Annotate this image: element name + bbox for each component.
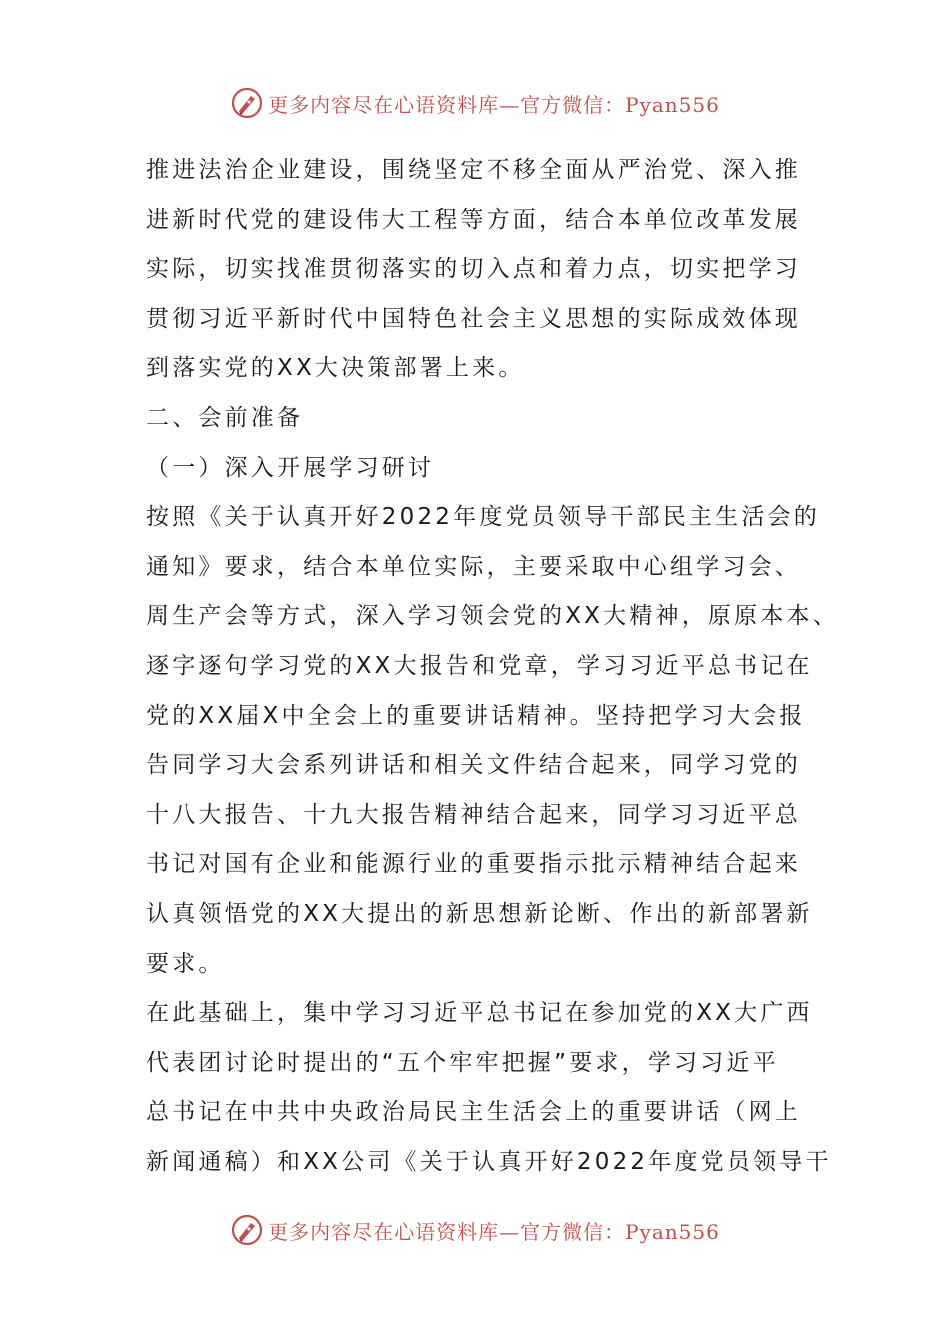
text-line: 新闻通稿）和XX公司《关于认真开好2022年度党员领导干 [146, 1148, 832, 1175]
text-line: 认真领悟党的XX大提出的新思想新论断、作出的新部署新 [146, 900, 813, 927]
text-line: 要求。 [146, 950, 225, 977]
text-line: 实际，切实找准贯彻落实的切入点和着力点，切实把学习 [146, 256, 801, 283]
footer-banner [0, 1210, 950, 1250]
header-banner-text: 更多内容尽在心语资料库—官方微信：Pyan556 [268, 92, 720, 117]
text-line: 周生产会等方式，深入学习领会党的XX大精神，原原本本、 [146, 603, 839, 630]
text-line: 党的XX届X中全会上的重要讲话精神。坚持把学习大会报 [146, 702, 806, 729]
pen-nib-icon [230, 86, 264, 120]
header-banner [0, 83, 950, 123]
text-line: 到落实党的XX大决策部署上来。 [146, 355, 525, 382]
text-line: 推进法治企业建设，围绕坚定不移全面从严治党、深入推 [146, 157, 801, 183]
text-line: 逐字逐句学习党的XX大报告和党章，学习习近平总书记在 [146, 652, 813, 679]
text-line: 在此基础上，集中学习习近平总书记在参加党的XX大广西 [146, 1000, 813, 1027]
text-line: 代表团讨论时提出的“五个牢牢把握”要求，学习习近平 [146, 1049, 779, 1076]
text-line: 通知》要求，结合本单位实际，主要采取中心组学习会、 [146, 553, 801, 580]
text-line: 十八大报告、十九大报告精神结合起来，同学习习近平总 [146, 801, 801, 828]
footer-banner-text: 更多内容尽在心语资料库—官方微信：Pyan556 [268, 1219, 720, 1244]
text-line: 按照《关于认真开好2022年度党员领导干部民主生活会的 [146, 504, 820, 531]
document-body [146, 146, 839, 1187]
text-line: 书记对国有企业和能源行业的重要指示批示精神结合起来 [146, 851, 801, 878]
text-line: 总书记在中共中央政治局民主生活会上的重要讲话（网上 [146, 1099, 801, 1126]
text-line: 告同学习大会系列讲话和相关文件结合起来，同学习党的 [146, 752, 801, 779]
pen-nib-icon [230, 1213, 264, 1247]
text-line: 贯彻习近平新时代中国特色社会主义思想的实际成效体现 [146, 305, 801, 332]
section-heading: 二、会前准备 [146, 404, 304, 431]
text-line: 进新时代党的建设伟大工程等方面，结合本单位改革发展 [146, 206, 801, 233]
subsection-heading: （一）深入开展学习研讨 [146, 454, 435, 481]
